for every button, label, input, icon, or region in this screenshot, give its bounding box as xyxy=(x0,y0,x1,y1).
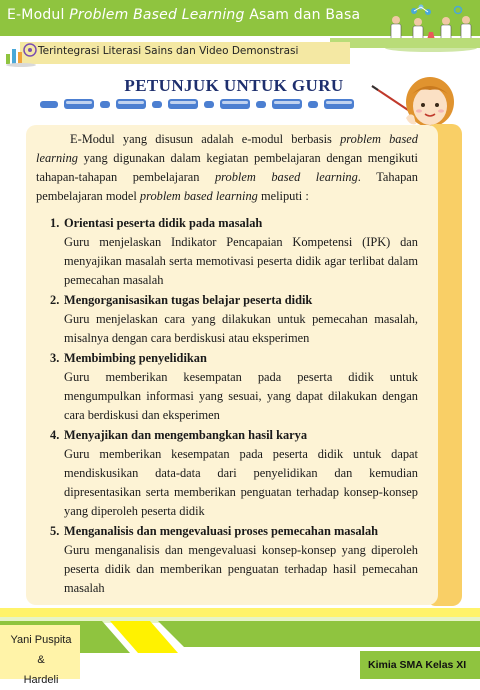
step-title: Mengorganisasikan tugas belajar peserta didik xyxy=(64,293,313,307)
list-item xyxy=(50,349,418,425)
author-name xyxy=(6,630,76,690)
author-line: Yani Puspita & xyxy=(10,634,72,666)
list-item xyxy=(50,214,418,290)
step-title: Menyajikan dan mengembangkan hasil karya xyxy=(64,428,308,442)
page-title: PETUNJUK UNTUK GURU xyxy=(124,76,344,95)
step-description: Guru memberikan kesempatan pada peserta didik untuk mengumpulkan informasi yang sesuai, yang dapat dilakukan dengan cara berdiskusi dan eksperimen xyxy=(64,370,418,422)
course-label: Kimia SMA Kelas XI xyxy=(368,659,467,671)
header-accent-stripe xyxy=(330,38,480,48)
list-item xyxy=(50,426,418,521)
step-number: 4. xyxy=(50,428,60,442)
step-description: Guru menjelaskan Indikator Pencapaian Kompetensi (IPK) dan menyajikan masalah serta memotivasi peserta didik agar terlibat dalam pemecahan masalah xyxy=(64,235,418,287)
step-number: 3. xyxy=(50,351,60,365)
step-title: Membimbing penyelidikan xyxy=(64,351,207,365)
step-description: Guru menjelaskan cara yang dilakukan untuk pemecahan masalah, misalnya dengan cara berdiskusi atau eksperimen xyxy=(64,312,418,345)
step-description: Guru memberikan kesempatan pada peserta didik untuk dapat mendiskusikan data-data dari penyelidikan dan kemudian dipresentasikan serta memberikan penguatan terhadap konsep-konsep yang diperoleh peserta didik xyxy=(64,447,418,518)
step-description: Guru menganalisis dan mengevaluasi konsep-konsep yang diperoleh peserta didik dan memberikan penguatan terhadap hasil pemecahan masalah xyxy=(64,543,418,595)
step-title: Orientasi peserta didik pada masalah xyxy=(64,216,263,230)
step-number: 5. xyxy=(50,524,60,538)
module-title: E-Modul Problem Based Learning Asam dan Basa xyxy=(7,7,361,23)
module-subtitle: Terintegrasi Literasi Sains dan Video Demonstrasi xyxy=(38,45,299,57)
intro-paragraph: E-Modul yang disusun adalah e-modul berbasis problem based learning yang digunakan dalam kegiatan pembelajaran dengan mengikuti tahapan-tahapan pembelajaran problem based learning. Tahapan pembelajaran model problem based learning meliputi : xyxy=(36,132,418,203)
list-item xyxy=(50,522,418,598)
step-title: Menganalisis dan mengevaluasi proses pemecahan masalah xyxy=(64,524,379,538)
author-line: Hardeli xyxy=(23,674,59,686)
step-number: 1. xyxy=(50,216,60,230)
step-number: 2. xyxy=(50,293,60,307)
list-item xyxy=(50,291,418,348)
science-logo-icon xyxy=(4,40,38,68)
steps-list xyxy=(50,214,418,599)
decorative-bars-icon xyxy=(40,99,362,111)
